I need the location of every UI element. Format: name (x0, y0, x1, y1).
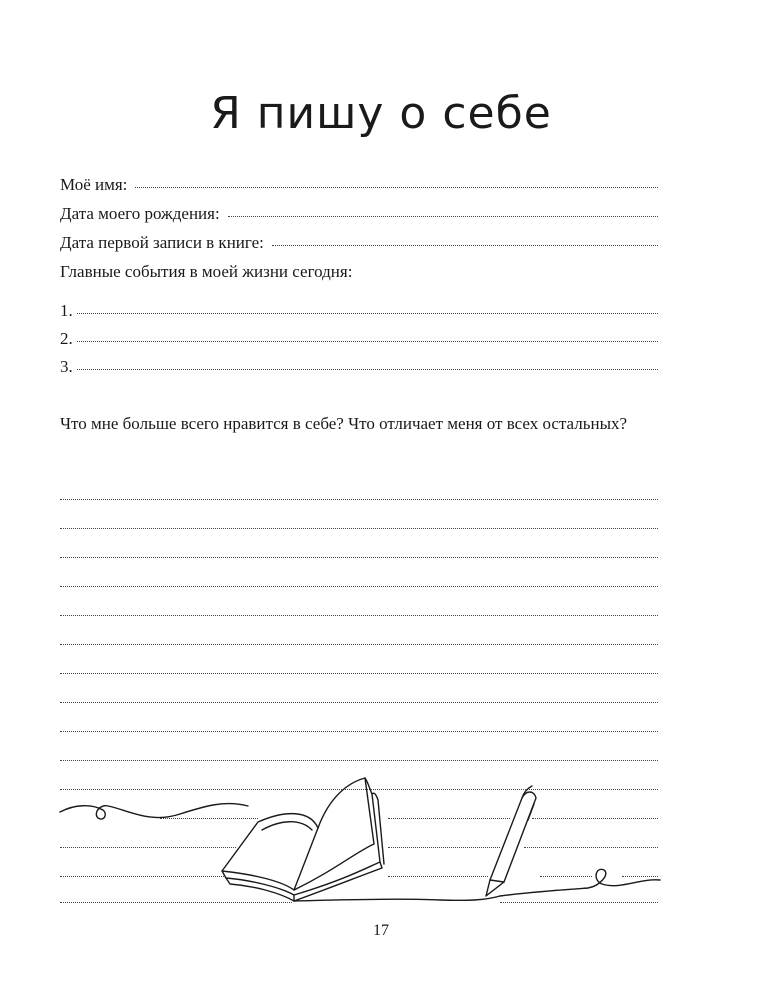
writing-line[interactable] (60, 731, 658, 732)
name-label: Моё имя: (60, 175, 128, 194)
page-number: 17 (373, 922, 389, 939)
page-title: Я пишу о себе (210, 88, 552, 139)
name-field (60, 175, 658, 195)
birth-date-fill-line[interactable] (228, 216, 658, 217)
event-item (60, 357, 658, 377)
open-book-icon (222, 778, 384, 901)
event-item (60, 329, 658, 349)
event-number: 2. (60, 329, 73, 348)
writing-line[interactable] (60, 644, 658, 645)
writing-line[interactable] (60, 702, 658, 703)
event-fill-line[interactable] (77, 313, 658, 314)
flourish-line (60, 804, 248, 820)
book-and-pen-illustration (0, 760, 762, 920)
question-text: Что мне больше всего нравится в себе? Что отличает меня от всех остальных? (60, 414, 628, 433)
event-fill-line[interactable] (77, 369, 658, 370)
event-number: 1. (60, 301, 73, 320)
event-number: 3. (60, 357, 73, 376)
writing-line[interactable] (60, 557, 658, 558)
event-fill-line[interactable] (77, 341, 658, 342)
pen-icon (486, 786, 536, 896)
writing-line[interactable] (60, 615, 658, 616)
birth-date-label: Дата моего рождения: (60, 204, 220, 223)
name-fill-line[interactable] (135, 187, 658, 188)
first-entry-date-field (60, 233, 658, 253)
writing-line[interactable] (60, 499, 658, 500)
writing-line[interactable] (60, 528, 658, 529)
writing-line[interactable] (60, 586, 658, 587)
birth-date-field (60, 204, 658, 224)
first-entry-date-label: Дата первой записи в книге: (60, 233, 264, 252)
event-item (60, 301, 658, 321)
first-entry-date-fill-line[interactable] (272, 245, 658, 246)
events-heading: Главные события в моей жизни сегодня: (60, 262, 353, 281)
writing-line[interactable] (60, 673, 658, 674)
